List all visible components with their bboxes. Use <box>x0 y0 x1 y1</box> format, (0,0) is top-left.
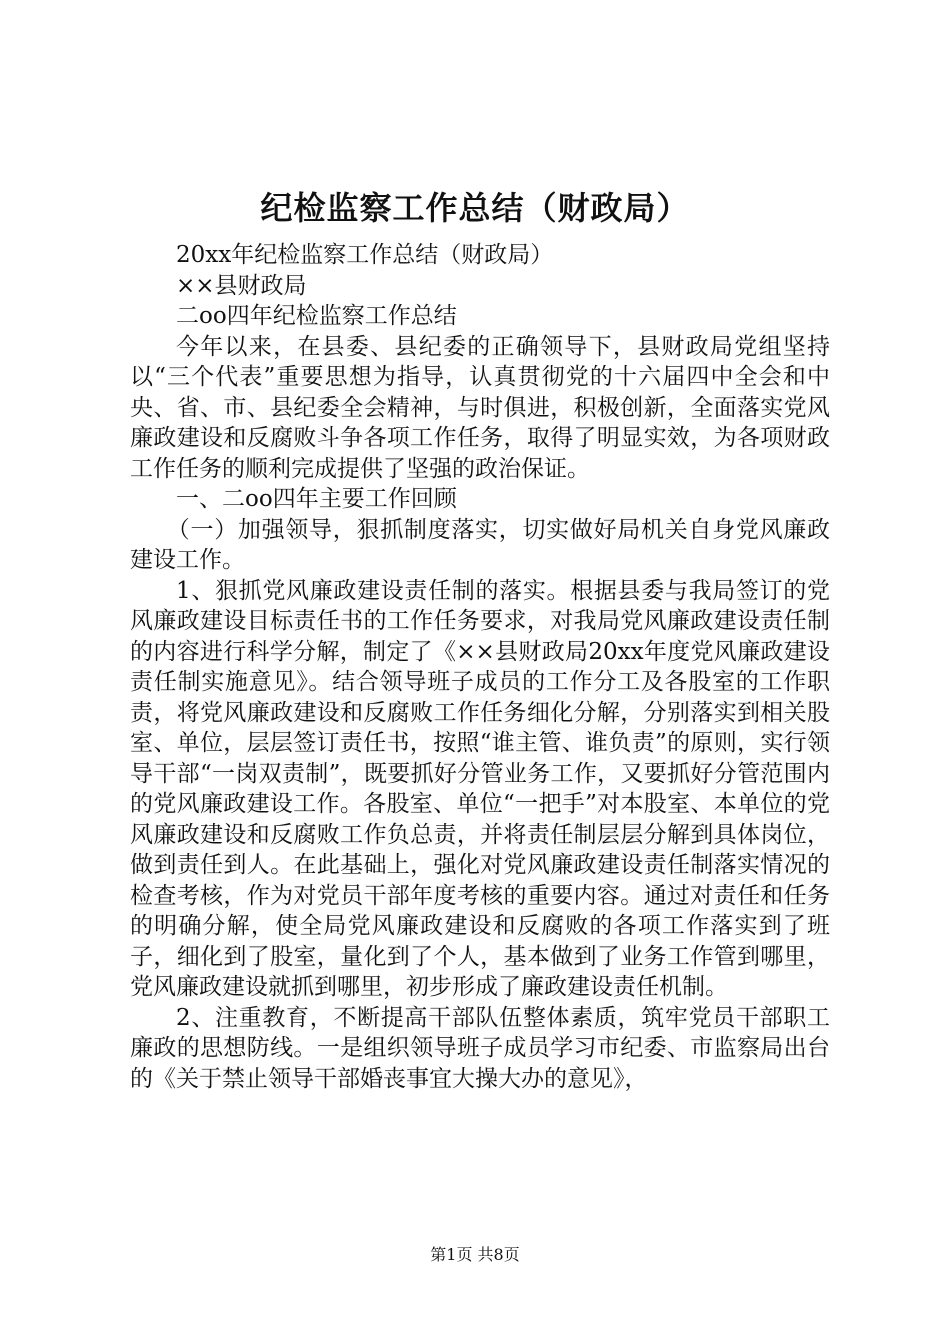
subsection-heading: （一）加强领导，狠抓制度落实，切实做好局机关自身党风廉政建设工作。 <box>130 516 830 573</box>
section-heading: 一、二oo四年主要工作回顾 <box>176 486 457 512</box>
body-paragraph: 2、注重教育，不断提高干部队伍整体素质，筑牢党员干部职工廉政的思想防线。一是组织领导班子成员学习市纪委、市监察局出台的《关于禁止领导干部婚丧事宜大操大办的意见》， <box>130 1004 830 1092</box>
organization-line: ××县财政局 <box>176 272 307 299</box>
subtitle-line: 20xx年纪检监察工作总结（财政局） <box>176 242 554 268</box>
body-paragraph: 1、狠抓党风廉政建设责任制的落实。根据县委与我局签订的党风廉政建设目标责任书的工作任务要求，对我局党风廉政建设责任制的内容进行科学分解，制定了《××县财政局20xx年度党风廉政建设责任制实施意见》。结合领导班子成员的工作分工及各股室的工作职责，将党风廉政建设和反腐败工作任务细化分解，分别落实到相关股室、单位，层层签订责任书，按照“谁主管、谁负责”的原则，实行领导干部“一岗双责制”，既要抓好分管业务工作，又要抓好分管范围内的党风廉政建设工作。各股室、单位“一把手”对本股室、本单位的党风廉政建设和反腐败工作负总责，并将责任制层层分解到具体岗位，做到责任到人。在此基础上，强化对党风廉政建设责任制落实情况的检查考核，作为对党员干部年度考核的重要内容。通过对责任和任务的明确分解，使全局党风廉政建设和反腐败的各项工作落实到了班子，细化到了股室，量化到了个人，基本做到了业务工作管到哪里，党风廉政建设就抓到哪里，初步形成了廉政建设责任机制。 <box>130 577 830 1000</box>
intro-paragraph: 今年以来，在县委、县纪委的正确领导下，县财政局党组坚持以“三个代表”重要思想为指导，认真贯彻党的十六届四中全会和中央、省、市、县纪委全会精神，与时俱进，积极创新，全面落实党风廉政建设和反腐败斗争各项工作任务，取得了明显实效，为各项财政工作任务的顺利完成提供了坚强的政治保证。 <box>130 333 830 482</box>
document-body <box>130 240 830 1094</box>
report-heading: 二oo四年纪检监察工作总结 <box>176 303 457 329</box>
document-title: 纪检监察工作总结（财政局） <box>260 189 690 227</box>
page-footer: 第1页 共8页 <box>430 1245 520 1264</box>
